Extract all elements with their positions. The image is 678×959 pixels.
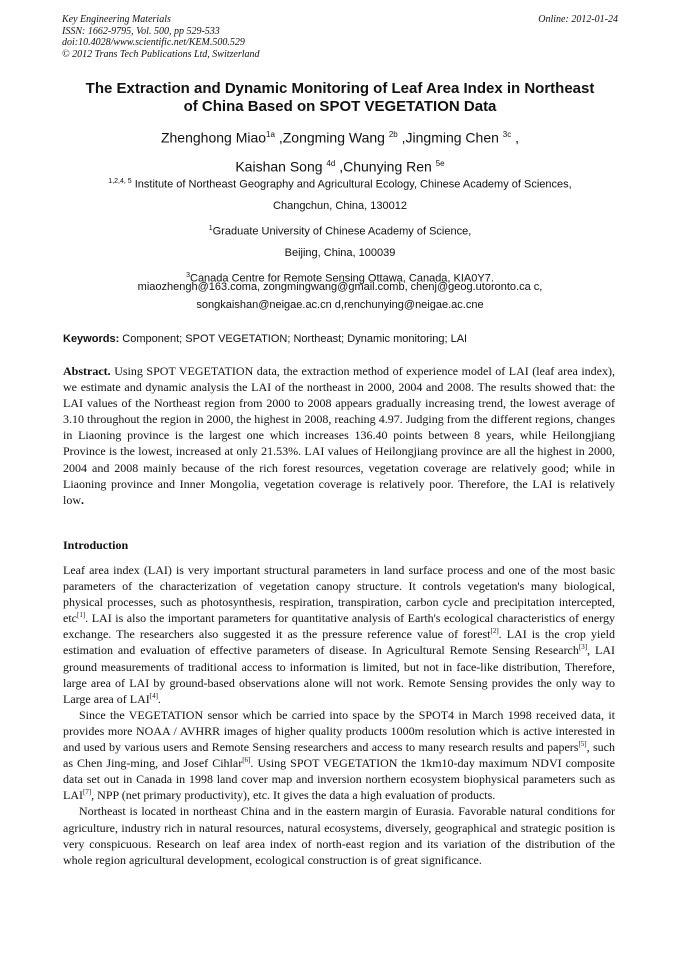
journal-name: Key Engineering Materials <box>62 14 171 25</box>
intro-paragraph-1 <box>63 562 615 707</box>
author-line-1 <box>60 122 620 151</box>
email-line-2: songkaishan@neigae.ac.cn d,renchunying@neigae.ac.cne <box>196 298 484 311</box>
email-line-1: miaozhengh@163.coma, zongmingwang@gmail.comb, chenj@geog.utoronto.ca c, <box>137 281 543 293</box>
intro-text: . LAI is the crop yield estimation and evaluation of effective parameters of disease. In Agricultural Remote Sensing Research <box>63 627 615 658</box>
citation-ref: [4] <box>149 691 158 700</box>
online-date: Online: 2012-01-24 <box>538 14 618 25</box>
introduction-body <box>63 562 615 868</box>
affiliations <box>60 171 620 290</box>
citation-ref: [1] <box>77 611 86 620</box>
intro-text: , NPP (net primary productivity), etc. It gives the data a high evaluation of products. <box>91 788 496 803</box>
author-name: Kaishan Song <box>235 158 327 175</box>
affiliation-text: Institute of Northeast Geography and Agricultural Ecology, Chinese Academy of Sciences, <box>131 178 572 191</box>
intro-text: Since the VEGETATION sensor which be carried into space by the SPOT4 in March 1998 received data, it provides more NOAA / AVHRR images of higher quality products 1000m resolution which is active interested in and used by various users and Remote Sensing researchers and access to many research results and papers <box>63 707 615 755</box>
author-name: Zhenghong Miao <box>160 129 267 146</box>
abstract-paragraph <box>63 363 615 508</box>
author-sup: 5e <box>435 158 445 168</box>
intro-paragraph-2 <box>63 707 615 804</box>
author-sup: 4d <box>326 158 336 168</box>
author-name: ,Zongming Wang <box>274 129 389 146</box>
intro-text: Leaf area index (LAI) is very important structural parameters in land surface process and one of the most basic parameters of the characterization of vegetation canopy structure. It controls vegetation's many biological, physical processes, such as photosynthesis, respiration, transpiration, carbon cycle and precipitation intercepted, etc <box>63 563 615 626</box>
citation-ref: [2] <box>490 627 499 636</box>
keywords-label: Keywords: <box>63 333 120 345</box>
intro-text: , LAI ground measurements of traditional access to information is limited, but not in face-like distribution, Therefore, large area of LAI by ground-based observations alone will not work. Remote Sensing provides the only way to Large area of LAI <box>63 643 615 706</box>
paper-title <box>60 80 620 116</box>
affiliation-sup: 1 <box>208 224 213 232</box>
author-name: ,Jingming Chen <box>397 129 503 146</box>
author-sup: 2b <box>388 130 398 139</box>
author-sup: 3c <box>502 130 512 139</box>
intro-text: , such as Chen Jing-ming, and Josef Cihlar <box>63 740 615 771</box>
affiliation-line <box>60 218 620 243</box>
introduction-heading: Introduction <box>63 538 129 552</box>
affiliation-line <box>60 171 620 196</box>
abstract-text: Using SPOT VEGETATION data, the extraction method of experience model of LAI (leaf area index), we estimate and dynamic analysis the LAI of the northeast in 2000, 2004 and 2008. The results showed that: the LAI values of the Northeast region from 2000 to 2008 appears gradually increasing trend, the lowest average of 3.10 throughout the region in 2000, the highest in 2008, reaching 4.97. Judging from the different regions, changes in Liaoning province is the largest one which increases 136.40 points between 8 years, while Heilongjiang Province is the lowest, increased at only 21.53%. LAI values of Heilongjiang province are all the highest in 2000, 2004 and 2008 mainly because of the rich forest resources, vegetation coverage are relatively good; while in Liaoning province and Inner Mongolia, vegetation coverage is relatively poor. Therefore, the LAI is relatively low <box>63 364 615 507</box>
email-list <box>60 279 620 314</box>
author-name: ,Chunying Ren <box>335 158 436 175</box>
affiliation-sup: 1,2,4, 5 <box>108 178 132 185</box>
title-line-1: The Extraction and Dynamic Monitoring of Leaf Area Index in Northeast <box>85 80 595 97</box>
affiliation-city: Beijing, China, 100039 <box>284 247 396 260</box>
intro-text: . LAI is also the important parameters for quantitative analysis of Earth's ecological characteristics of energy exchange. The researchers also suggested it as the pressure reference value of forest <box>63 611 615 642</box>
issn-line: ISSN: 1662-9795, Vol. 500, pp 529-533 <box>62 25 220 37</box>
author-sup: 1a <box>266 130 275 139</box>
author-separator: , <box>511 129 520 146</box>
affiliation-city: Changchun, China, 130012 <box>273 200 407 213</box>
intro-text: . Using SPOT VEGETATION the 1km10-day maximum NDVI composite data set out in Canada in 1998 land cover map and inversion northern ecosystem biophysical parameters such as LAI <box>63 756 615 803</box>
doi-line: doi:10.4028/www.scientific.net/KEM.500.529 <box>62 37 245 48</box>
affiliation-sup: 3 <box>186 271 190 279</box>
intro-paragraph-3: Northeast is located in northeast China and in the eastern margin of Eurasia. Favorable natural conditions for agriculture, industry rich in natural resources, natural ecosystems, diversely, geographical and strategic position is very conspicuous. Research on leaf area index of north-east region and its variation of the distribution of the whole region agricultural development, ecological construction is of great significance. <box>63 804 615 867</box>
keywords-text: Component; SPOT VEGETATION; Northeast; Dynamic monitoring; LAI <box>119 333 468 345</box>
citation-ref: [3] <box>578 643 588 652</box>
abstract-end: . <box>81 492 84 507</box>
abstract-label: Abstract. <box>63 364 111 378</box>
affiliation-text: Graduate University of Chinese Academy of Science, <box>212 225 472 238</box>
abstract <box>63 363 615 508</box>
journal-header <box>62 14 618 60</box>
citation-ref: [6] <box>242 756 251 765</box>
affiliation-text: Canada Centre for Remote Sensing Ottawa, Canada, KIA0Y7. <box>190 272 494 285</box>
intro-text: . <box>157 691 161 706</box>
citation-ref: [7] <box>83 788 92 797</box>
keywords <box>63 332 619 346</box>
title-line-2: of China Based on SPOT VEGETATION Data <box>183 98 497 115</box>
copyright-line: © 2012 Trans Tech Publications Ltd, Switzerland <box>62 48 260 60</box>
citation-ref: [5] <box>578 740 587 749</box>
